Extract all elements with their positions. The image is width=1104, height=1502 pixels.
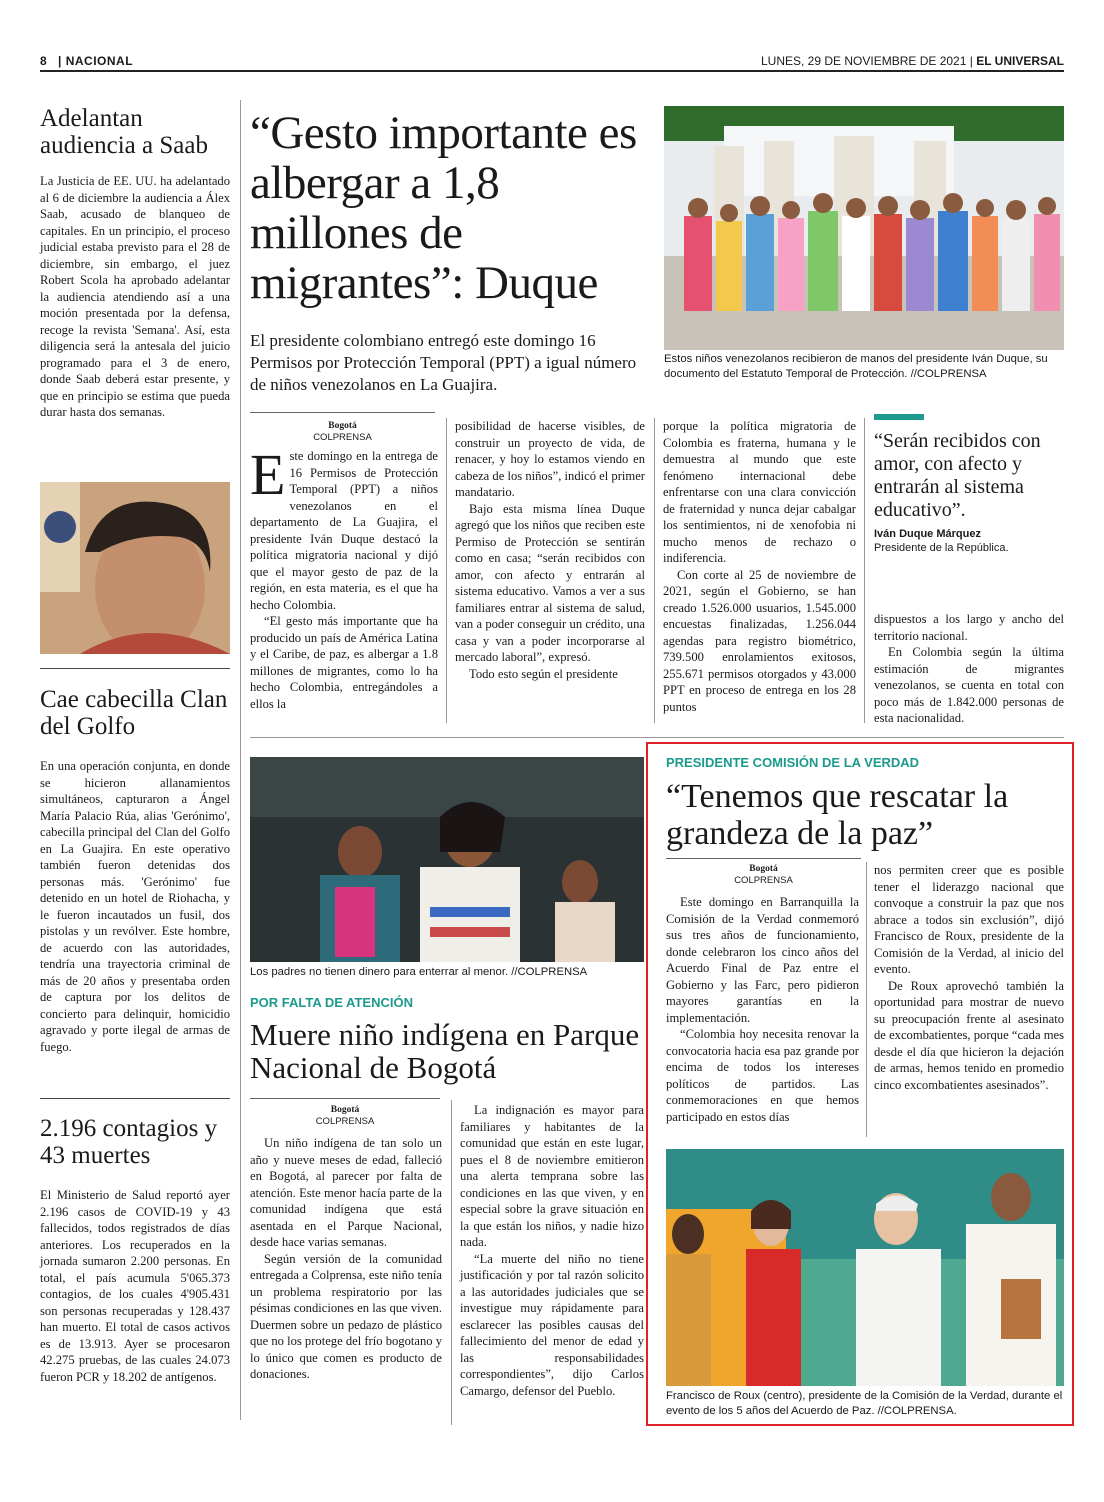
verdad-col-2 [874, 862, 1064, 1093]
duque-col3-para2: Con corte al 25 de noviembre de 2021, según el Gobierno, se han creado 1.526.000 usuarios, 1.545.000 encuestas finalizadas, 1.256.044 agendas para registro biométrico, 739.500 enrolamientos exitosos, 255.671 permisos otorgados y 43.000 PPT en proceso de entrega en los 28 puntos [663, 567, 856, 714]
duque-col-2 [455, 418, 645, 682]
nino-headline: Muere niño indígena en Parque Nacional de Bogotá [250, 1017, 640, 1085]
saab-body: La Justicia de EE. UU. ha adelantado al 6 de diciembre la audiencia a Álex Saab, acusado de blanqueo de capitales. En un principio, el proceso judicial estaba previsto para el 28 de diciembre, sin embargo, el juez Robert Scola ha aprobado adelantar la audiencia atendiendo así a una moción presentada por la defensa, recoge la revista 'Semana'. Así, esta diligencia será la antesala del juicio programado para el 3 de enero, donde Saab deberá estar presente, y que en principio se estima que pueda durar hasta dos semanas. [40, 174, 230, 419]
nino-col1-para2: Según versión de la comunidad entregada a Colprensa, este niño tenía un problema respiratorio por las pésimas condiciones en las que viven. Duermen sobre un pedazo de plástico que no los protege del frío bogotano y lo único que comen es producto de donaciones. [250, 1251, 443, 1381]
duque-col3-para1: porque la política migratoria de Colombia es fraterna, humana y le demuestra al mundo que este fenómeno internacional debe enfrentarse con una clara convicción de fraternidad y nunca dejar cabalgar los sentimientos, ni de xenofobia ni mucho menos de rechazo o indiferencia. [663, 419, 856, 565]
section-label: NACIONAL [65, 54, 134, 68]
verdad-col2-para2: De Roux aprovechó también la oportunidad para mostrar de nuevo su preocupación frente al asesinato de excombatientes, porque “cada mes desde el día que hicieron la dejación de armas, hemos tenido en promedio cinco excombatientes asesinados”. [874, 978, 1064, 1092]
nino-photo-caption: Los padres no tienen dinero para enterrar al menor. //COLPRENSA [250, 966, 588, 978]
duque-col1-para1 [250, 442, 438, 613]
duque-byline-rule [250, 412, 435, 413]
nino-byline-agency: COLPRENSA [315, 1116, 375, 1127]
nino-title-block [250, 1018, 650, 1084]
left-column-rule [240, 100, 241, 1420]
verdad-col1-para1: Este domingo en Barranquilla la Comisión de la Verdad conmemoró sus tres años de funcionamiento, donde celebraron los cinco años del Acuerdo Final de Paz entre el Gobierno y las Farc, pero pidieron mayores garantías en la implementación. [666, 895, 859, 1025]
clan-body: En una operación conjunta, en donde se hicieron allanamientos simultáneos, capturaron a Ángel María Palacio Rúa, alias 'Gerónimo', cabecilla principal del Clan del Golfo en La Guajira. En este operativo también fueron detenidas dos personas más. 'Gerónimo' fue detenido en un hotel de Riohacha, y le fueron incautados un fusil, dos pistolas y un revólver. Este hombre, de acuerdo con las autoridades, tendría una trayectoria criminal de más de 20 años y presentaba orden de captura por los delitos de concierto para delinquir, homicidio agravado y porte ilegal de armas de fuego. [40, 759, 230, 1054]
saab-article [40, 105, 230, 421]
duque-col4-para2: En Colombia según la última estimación de migrantes venezolanos, se cuenta en total con poco más de 1.842.000 personas de esta nacionalidad. [874, 645, 1064, 725]
nino-col2-para1: La indignación es mayor para familiares y habitantes de la comunidad que están en este lugar, pues el 8 de noviembre emitieron una alerta temprana sobre las condiciones en las que viven, y en especial sobre la grave situación en la que están los niños, y nadie hizo nada. [460, 1103, 644, 1249]
pull-quote-text: “Serán recibidos con amor, con afecto y entrarán al sistema educativo”. [874, 430, 1041, 521]
nino-col1-para1: Un niño indígena de tan solo un año y nueve meses de edad, falleció en Bogotá, al parecer por falta de atención. Este menor hacía parte de la comunidad indígena que está asentada en el Parque Nacional, desde hace varias semanas. [250, 1136, 442, 1249]
newspaper-name: EL UNIVERSAL [976, 54, 1064, 68]
nino-col-rule [451, 1100, 452, 1425]
duque-col-1 [250, 442, 438, 712]
left-divider-1 [40, 668, 230, 669]
verdad-title-block [666, 778, 1066, 852]
nino-col2-para2: “La muerte del niño no tiene justificación y por tal razón solicito a las autoridades judiciales que se investigue muy rápidamente para esclarecer las posibles causas del fallecimiento del menor de edad y las responsabilidades correspondientes”, dijo Carlos Camargo, defensor del Pueblo. [460, 1251, 644, 1398]
section-name: | NACIONAL [58, 54, 134, 68]
verdad-col1-para2: “Colombia hoy necesita renovar la convocatoria hacia esa paz grande por encima de todos los intereses políticos de partidos. Las conmemoraciones en que hemos participado en estos días [666, 1027, 859, 1124]
verdad-col-1 [666, 894, 859, 1125]
issue-date: LUNES, 29 DE NOVIEMBRE DE 2021 | EL UNIVERSAL [760, 54, 1064, 68]
duque-col4-para1: dispuestos a los largo y ancho del territorio nacional. [874, 612, 1064, 643]
covid-article [40, 1115, 230, 1385]
verdad-byline [666, 863, 861, 886]
saab-photo-art [40, 482, 230, 654]
pull-quote [874, 430, 1064, 554]
pull-quote-role: Presidente de la República. [874, 542, 1009, 554]
nino-col-1 [250, 1135, 442, 1383]
page-number: 8 [40, 54, 47, 68]
verdad-kicker: PRESIDENTE COMISIÓN DE LA VERDAD [666, 755, 920, 770]
nino-kicker: POR FALTA DE ATENCIÓN [250, 995, 413, 1010]
duque-photo-art [664, 106, 1064, 350]
verdad-byline-city: Bogotá [749, 864, 778, 874]
verdad-byline-rule [666, 858, 861, 859]
duque-col2-para1: posibilidad de hacerse visibles, de construir un proyecto de vida, de renacer, y hoy lo estamos viendo en cabeza de los niños”, indicó el primer mandatario. [455, 419, 645, 499]
verdad-col2-para1: nos permiten creer que es posible tener el liderazgo nacional que convoque a construir la paz que nos abrace a todos sin exclusión”, dijó Francisco de Roux, presidente de la Comisión de la Verdad, al inicio del evento. [874, 863, 1064, 976]
pull-quote-author: Iván Duque Márquez [874, 528, 981, 540]
duque-col-rule-3 [864, 418, 865, 723]
verdad-byline-agency: COLPRENSA [734, 875, 793, 886]
nino-byline [250, 1104, 440, 1127]
duque-col-rule-2 [654, 418, 655, 723]
verdad-photo-caption: Francisco de Roux (centro), presidente de la Comisión de la Verdad, durante el evento de los 5 años del Acuerdo de Paz. //COLPRENSA. [666, 1390, 1063, 1417]
mid-page-divider [250, 737, 1064, 738]
nino-byline-city: Bogotá [330, 1105, 360, 1115]
pull-quote-accent-bar [874, 414, 924, 420]
duque-byline-agency: COLPRENSA [313, 432, 372, 443]
verdad-headline: “Tenemos que rescatar la grandeza de la paz” [666, 778, 1009, 852]
duque-col-3 [663, 418, 856, 715]
duque-col2-para2: Bajo esta misma línea Duque agregó que los niños que reciben este Permiso de Protección se sentirán como en casa; “serán recibidos con amor, con afecto y entrarán al sistema educativo. Vamos a ver a sus familiares entrar al sistema de salud, van a poder conseguir un crédito, una casa y van a poder incorporarse al mercado laboral”, expresó. [455, 501, 645, 664]
page-header [40, 52, 1064, 72]
verdad-col-rule [866, 862, 867, 1137]
duque-byline-city: Bogotá [328, 421, 357, 431]
clan-article [40, 686, 230, 1055]
saab-photo [40, 482, 230, 654]
date-text: LUNES, 29 DE NOVIEMBRE DE 2021 [760, 54, 967, 68]
covid-body: El Ministerio de Salud reportó ayer 2.196 casos de COVID-19 y 43 fallecidos, todos registrados de días anteriores. Los recuperados en la jornada sumaron 2.200 personas. En total, el país acumula 5'065.373 contagios, de los cuales 4'905.431 son personas recuperadas y 128.437 han muerto. El total de casos activos es de 13.913. Ayer se procesaron 42.275 pruebas, de las cuales 24.073 fueron PCR y 18.202 de antígenos. [40, 1188, 230, 1384]
verdad-photo [666, 1149, 1064, 1386]
duque-col2-para3: Todo esto según el presidente [469, 666, 618, 681]
duque-col1-para2: “El gesto más importante que ha producido un país de América Latina y el Caribe, de paz, es albergar a 1.8 millones de migrantes, como lo ha hecho Colombia, entregándoles a ellos la [250, 614, 438, 711]
saab-headline: Adelantan audiencia a Saab [40, 105, 208, 159]
duque-headline: “Gesto importante es albergar a 1,8 millones de migrantes”: Duque [250, 107, 637, 309]
nino-byline-rule [250, 1098, 440, 1099]
covid-headline: 2.196 contagios y 43 muertes [40, 1115, 218, 1169]
verdad-photo-art [666, 1149, 1064, 1386]
duque-photo-caption: Estos niños venezolanos recibieron de manos del presidente Iván Duque, su documento del Estatuto Temporal de Protección. //COLPRENSA [664, 353, 1048, 380]
duque-byline [250, 420, 435, 443]
duque-photo [664, 106, 1064, 350]
duque-col-rule-1 [446, 418, 447, 723]
nino-photo [250, 757, 644, 962]
duque-title-block [250, 108, 645, 396]
duque-col1-p1-text: ste domingo en la entrega de 16 Permisos de Protección Temporal (PPT) a niños venezolanos en el departamento de La Guajira, el presidente Iván Duque destacó la política migratoria nacional y dijó que el mayor gesto de paz de la región, en esta materia, es el que ha hecho Colombia. [250, 449, 438, 612]
nino-photo-art [250, 757, 644, 962]
duque-dropcap: E [250, 442, 286, 507]
duque-col-4 [874, 611, 1064, 727]
left-divider-2 [40, 1098, 230, 1099]
clan-headline: Cae cabecilla Clan del Golfo [40, 686, 228, 740]
duque-deck: El presidente colombiano entregó este domingo 16 Permisos por Protección Temporal (PPT) a igual número de niños venezolanos en La Guajira. [250, 331, 637, 394]
nino-col-2 [460, 1102, 644, 1399]
